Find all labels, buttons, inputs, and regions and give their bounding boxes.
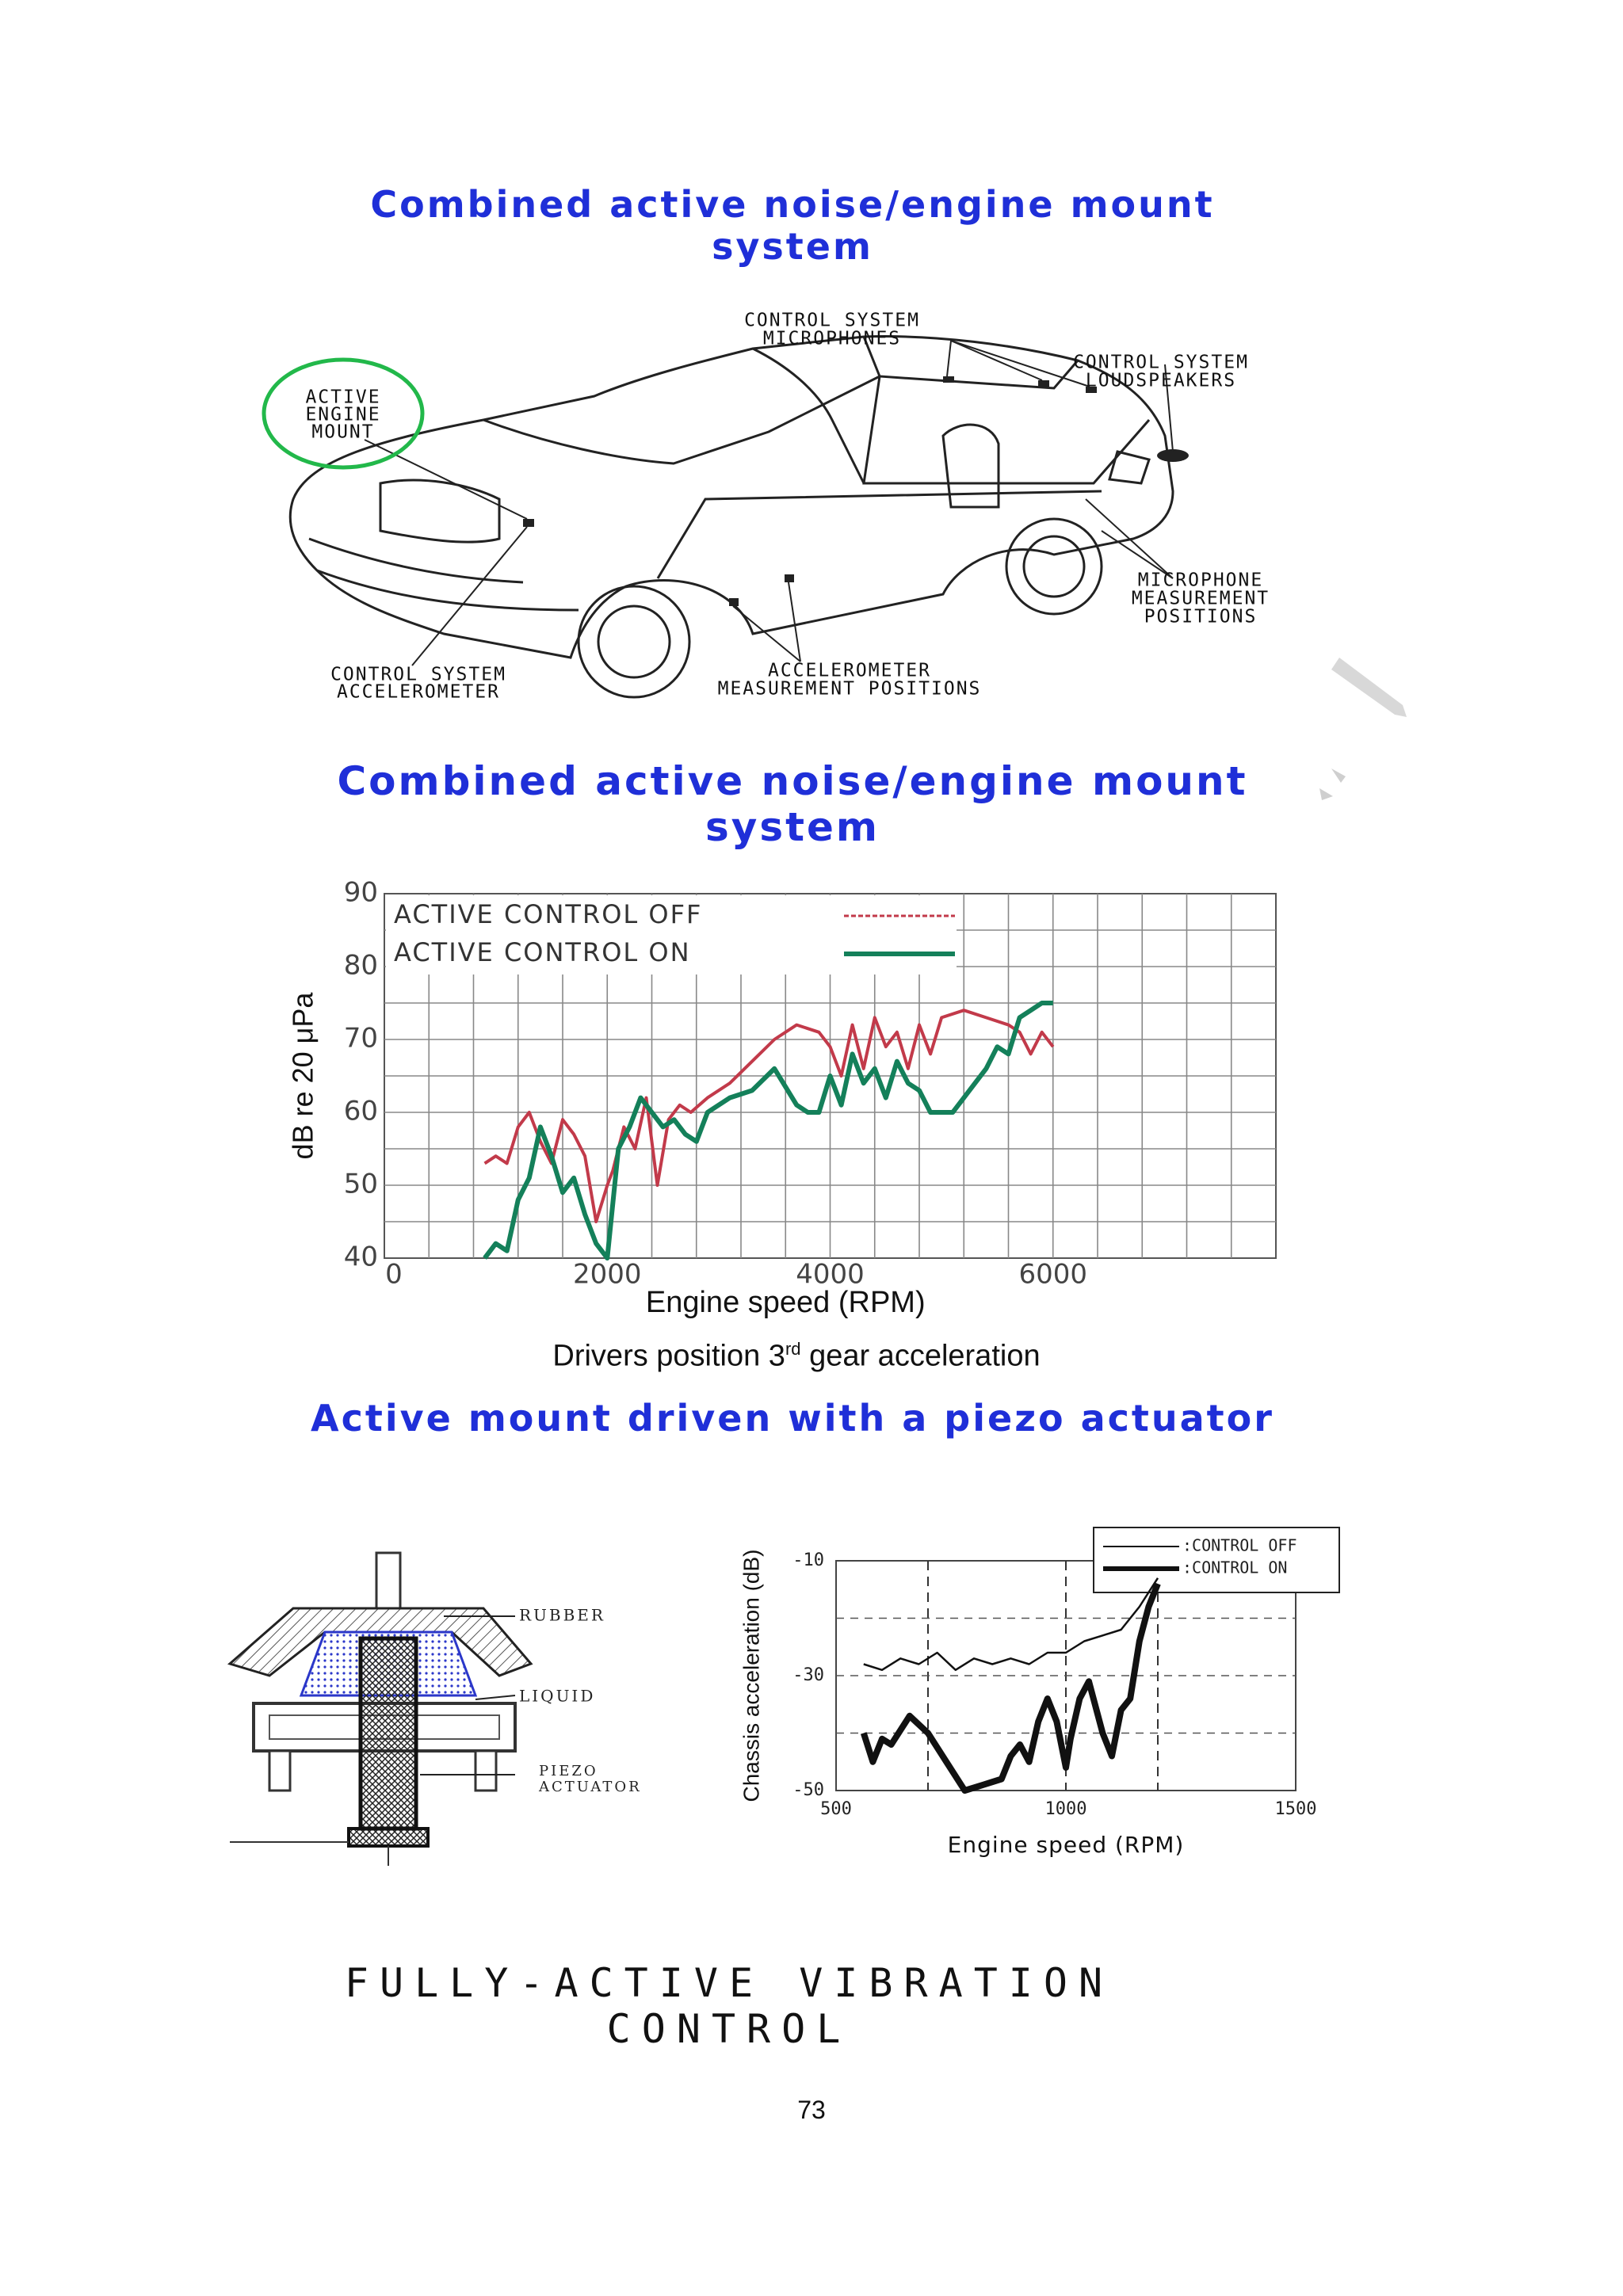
label-active-engine-mount-1: ACTIVE <box>305 387 381 408</box>
label-control-loudspeakers-2: LOUDSPEAKERS <box>1085 370 1237 391</box>
x-tick-label: 1000 <box>1044 1799 1087 1819</box>
y-tick-label: -30 <box>792 1665 824 1685</box>
section4-title-line1: FULLY-ACTIVE VIBRATION <box>344 1960 1114 2006</box>
legend-label: :CONTROL ON <box>1182 1558 1288 1577</box>
label-piezo-1: PIEZO <box>539 1763 598 1779</box>
slide-edge-decoration <box>1316 650 1419 808</box>
legend-label: :CONTROL OFF <box>1182 1535 1297 1555</box>
caption-part-2: gear acceleration <box>800 1339 1041 1373</box>
section2-title-line1: Combined active noise/engine mount <box>337 758 1248 804</box>
label-microphone-measurement-3: POSITIONS <box>1144 606 1258 627</box>
label-active-engine-mount-2: ENGINE <box>305 404 381 425</box>
car-outline <box>290 337 1173 697</box>
y-tick-label: 70 <box>343 1022 378 1055</box>
section1-title <box>301 184 1284 268</box>
x-axis-label: Engine speed (RPM) <box>645 1286 926 1320</box>
y-axis-label: dB re 20 μPa <box>286 992 319 1160</box>
noise-chart <box>269 871 1323 1331</box>
y-tick-label: 80 <box>343 949 378 982</box>
car-diagram <box>262 301 1339 713</box>
label-control-accelerometer-1: CONTROL SYSTEM <box>330 664 506 685</box>
piezo-mount-diagram <box>214 1537 697 1870</box>
label-accelerometer-measurement-2: MEASUREMENT POSITIONS <box>717 678 982 700</box>
y-tick-label: 90 <box>343 876 378 909</box>
y-tick-label: 50 <box>343 1168 378 1200</box>
section1-title-line2: system <box>712 224 873 268</box>
y-axis-label: Chassis acceleration (dB) <box>739 1549 764 1802</box>
label-active-engine-mount-3: MOUNT <box>311 421 375 443</box>
noise-chart-caption <box>269 1339 1323 1374</box>
y-tick-label: 40 <box>343 1241 378 1273</box>
label-accelerometer-measurement-1: ACCELEROMETER <box>767 660 932 681</box>
section2-title <box>277 759 1308 850</box>
y-tick-label: 60 <box>343 1095 378 1127</box>
label-control-microphones-1: CONTROL SYSTEM <box>744 310 920 331</box>
x-tick-label: 2000 <box>572 1258 642 1291</box>
section4-title-line2: CONTROL <box>606 2005 852 2052</box>
page-number: 73 <box>797 2096 826 2124</box>
chassis-chart <box>721 1513 1371 1878</box>
section3-title-text: Active mount driven with a piezo actuator <box>311 1397 1274 1440</box>
caption-part-1: Drivers position 3 <box>552 1339 785 1373</box>
x-tick-label: 500 <box>820 1799 852 1819</box>
x-tick-label: 4000 <box>796 1258 865 1291</box>
x-tick-label: 1500 <box>1274 1799 1317 1819</box>
section3-title <box>269 1398 1316 1440</box>
label-liquid: LIQUID <box>519 1686 596 1706</box>
caption-superscript: rd <box>785 1339 801 1359</box>
section1-title-line1: Combined active noise/engine mount <box>370 183 1215 226</box>
label-microphone-measurement-2: MEASUREMENT <box>1131 588 1270 609</box>
label-control-accelerometer-2: ACCELEROMETER <box>336 681 501 703</box>
x-tick-label: 0 <box>385 1258 403 1291</box>
y-tick-label: -50 <box>792 1780 824 1800</box>
x-axis-label: Engine speed (RPM) <box>947 1832 1185 1858</box>
label-rubber: RUBBER <box>519 1605 605 1625</box>
section2-title-line2: system <box>705 803 880 850</box>
label-control-loudspeakers-1: CONTROL SYSTEM <box>1073 352 1249 373</box>
x-tick-label: 6000 <box>1018 1258 1088 1291</box>
label-control-microphones-2: MICROPHONES <box>762 328 902 349</box>
leader-lines <box>365 341 1173 666</box>
y-tick-label: -10 <box>792 1550 824 1570</box>
label-microphone-measurement-1: MICROPHONE <box>1137 570 1264 591</box>
label-piezo-2: ACTUATOR <box>539 1779 642 1795</box>
mount-body <box>230 1553 531 1866</box>
section4-title <box>190 1961 1268 2052</box>
legend-label: ACTIVE CONTROL ON <box>394 937 691 967</box>
legend-label: ACTIVE CONTROL OFF <box>394 899 703 929</box>
